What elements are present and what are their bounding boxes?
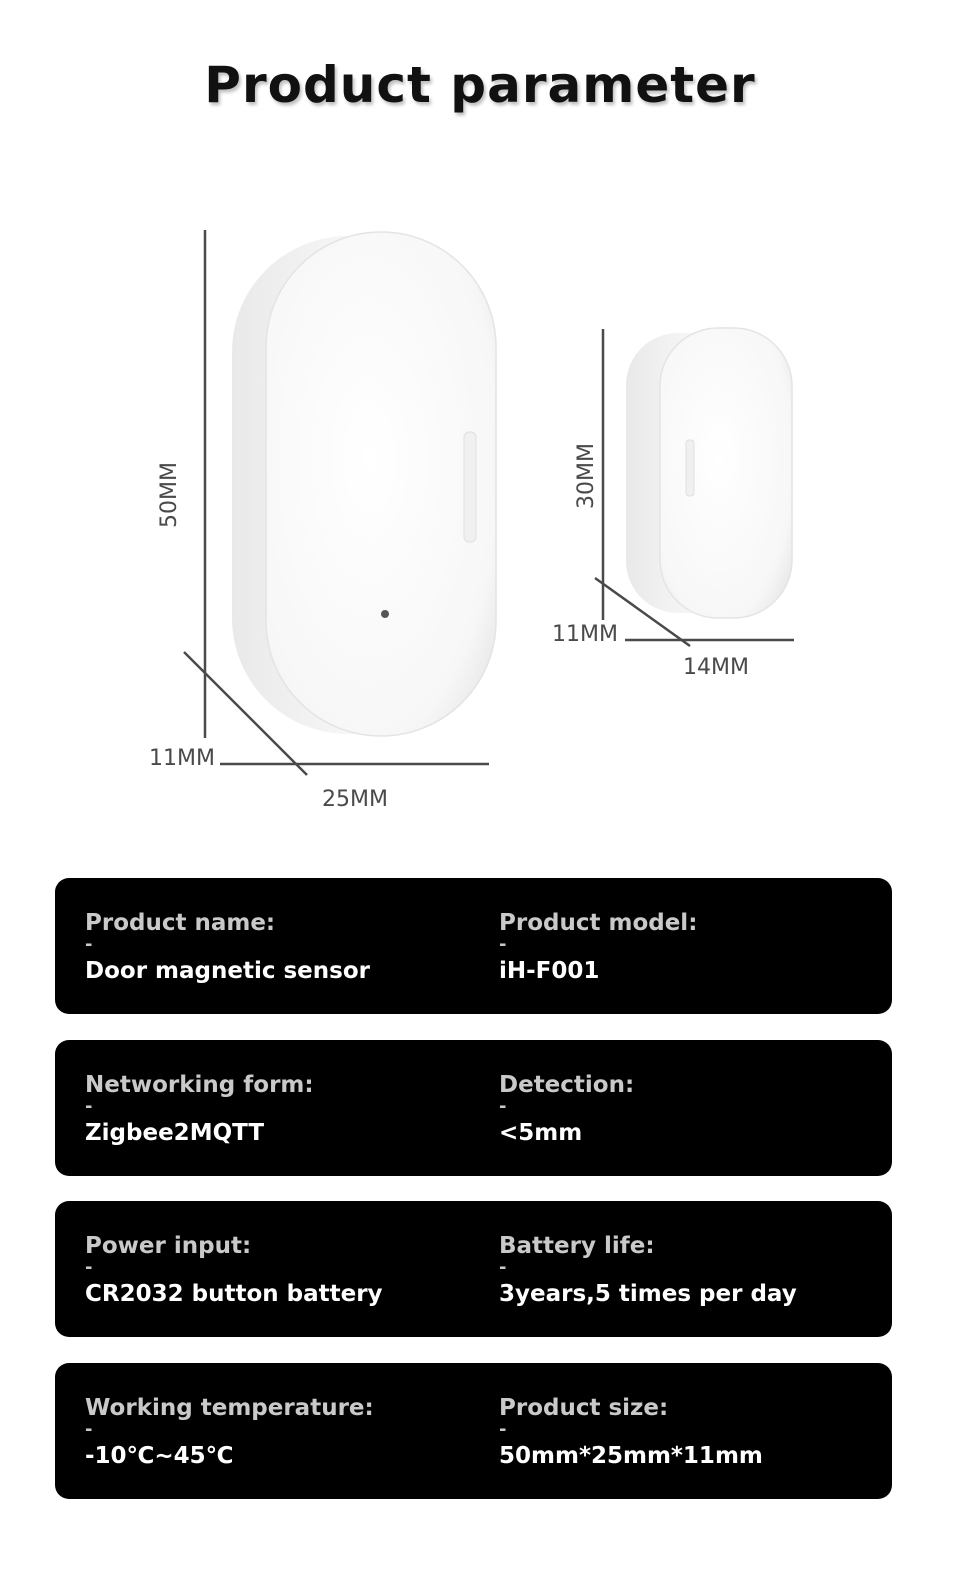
spec-card-network-detection	[55, 1040, 892, 1176]
spec-label: Detection:	[499, 1072, 635, 1098]
spec-power-input	[85, 1231, 465, 1311]
spec-card-temperature-size	[55, 1363, 892, 1499]
spec-dash: -	[85, 1257, 93, 1278]
spec-networking-form	[85, 1070, 465, 1150]
spec-dash: -	[499, 934, 507, 955]
large-width-label: 25MM	[322, 787, 388, 812]
spec-battery-life	[499, 1231, 879, 1311]
spec-card-power-battery	[55, 1201, 892, 1337]
spec-dash: -	[499, 1257, 507, 1278]
large-depth-label: 11MM	[149, 746, 215, 771]
spec-label: Product model:	[499, 910, 698, 936]
large-sensor-image	[232, 232, 496, 736]
spec-detection	[499, 1070, 879, 1150]
spec-product-size	[499, 1393, 879, 1473]
spec-working-temperature	[85, 1393, 465, 1473]
spec-label: Working temperature:	[85, 1395, 374, 1421]
large-height-label: 50MM	[157, 462, 182, 528]
spec-product-name	[85, 908, 465, 988]
spec-value: Zigbee2MQTT	[85, 1120, 265, 1146]
spec-label: Product name:	[85, 910, 276, 936]
spec-label: Battery life:	[499, 1233, 655, 1259]
small-height-label: 30MM	[574, 443, 599, 509]
spec-label: Power input:	[85, 1233, 252, 1259]
spec-dash: -	[85, 1419, 93, 1440]
spec-value: CR2032 button battery	[85, 1281, 383, 1307]
small-width-label: 14MM	[683, 655, 749, 680]
spec-label: Product size:	[499, 1395, 669, 1421]
spec-label: Networking form:	[85, 1072, 314, 1098]
spec-dash: -	[499, 1419, 507, 1440]
spec-value: <5mm	[499, 1120, 583, 1146]
small-sensor-image	[626, 328, 792, 618]
spec-value: 3years,5 times per day	[499, 1281, 797, 1307]
spec-value: iH-F001	[499, 958, 600, 984]
spec-value: -10℃~45℃	[85, 1443, 234, 1469]
small-depth-label: 11MM	[552, 622, 618, 647]
spec-dash: -	[499, 1096, 507, 1117]
spec-dash: -	[85, 934, 93, 955]
spec-dash: -	[85, 1096, 93, 1117]
spec-product-model	[499, 908, 879, 988]
page-title: Product parameter	[204, 56, 756, 114]
spec-value: 50mm*25mm*11mm	[499, 1443, 763, 1469]
spec-value: Door magnetic sensor	[85, 958, 370, 984]
spec-card-name-model	[55, 878, 892, 1014]
